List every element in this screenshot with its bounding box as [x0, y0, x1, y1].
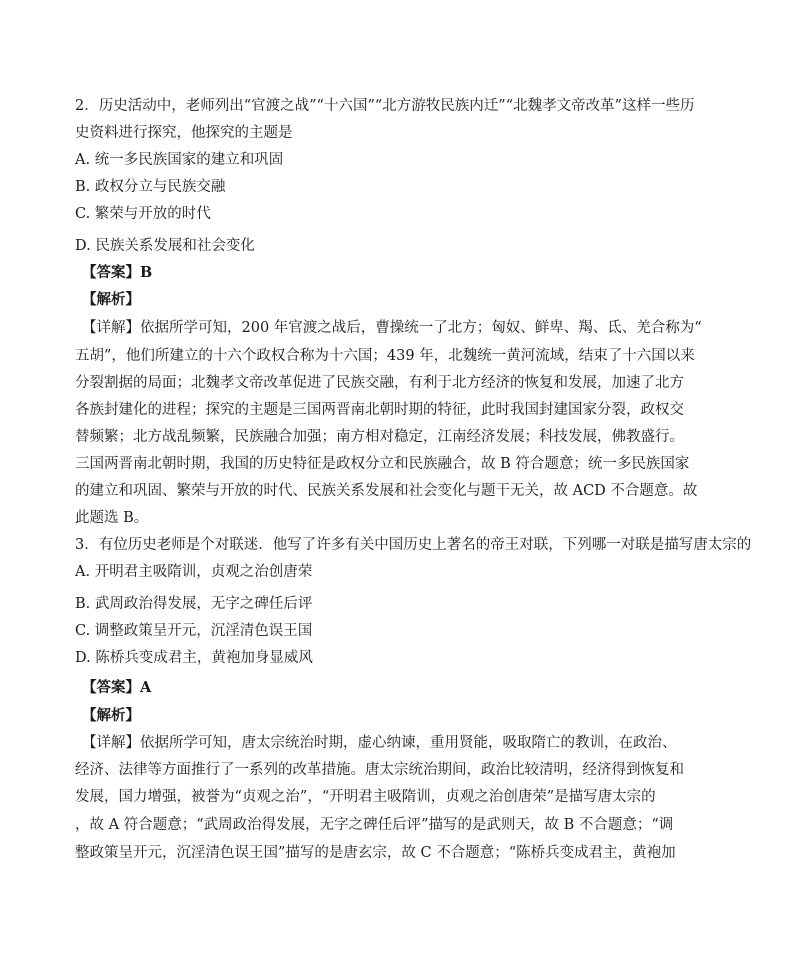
- q2-detail-line-3: 分裂割据的局面；北魏孝文帝改革促进了民族交融，有利于北方经济的恢复和发展，加速了北方: [75, 375, 684, 391]
- q3-detail-line-4: ，故 A 符合题意；“武周政治得发展，无字之碑任后评”描写的是武则天，故 B 不合题意；“调: [75, 817, 674, 833]
- q2-detail-line-7: 的建立和巩固、繁荣与开放的时代、民族关系发展和社会变化与题干无关，故 ACD 不合题意。故: [75, 483, 698, 499]
- q2-stem-line-1: 2．历史活动中，老师列出“官渡之战”“十六国”“北方游牧民族内迁”“北魏孝文帝改革”这样一些历: [75, 98, 695, 114]
- q3-detail-line-1: 【详解】依据所学可知，唐太宗统治时期，虚心纳谏，重用贤能，吸取隋亡的教训，在政治、: [82, 735, 677, 751]
- q3-detail-line-5: 整政策呈开元，沉淫清色误王国”描写的是唐玄宗，故 C 不合题意；“陈桥兵变成君主，黄袍加: [75, 845, 676, 861]
- q3-detail-line-2: 经济、法律等方面推行了一系列的改革措施。唐太宗统治期间，政治比较清明，经济得到恢复和: [75, 762, 684, 778]
- q3-analysis-label: 【解析】: [82, 707, 140, 724]
- q3-option-d: D. 陈桥兵变成君主，黄袍加身显威风: [75, 650, 313, 666]
- q2-option-a: A. 统一多民族国家的建立和巩固: [75, 152, 284, 168]
- q2-option-b: B. 政权分立与民族交融: [75, 179, 226, 195]
- q2-detail-line-2: 五胡”，他们所建立的十六个政权合称为十六国；439 年，北魏统一黄河流域，结束了十六国以来: [75, 348, 695, 364]
- q2-detail-line-5: 替频繁；北方战乱频繁，民族融合加强；南方相对稳定，江南经济发展；科技发展，佛教盛行。: [75, 429, 684, 445]
- q3-answer: 【答案】A: [82, 679, 152, 696]
- q2-analysis-label: 【解析】: [82, 291, 140, 308]
- q3-stem-line-1: 3．有位历史老师是个对联迷．他写了许多有关中国历史上著名的帝王对联，下列哪一对联是描写唐太宗的: [75, 537, 752, 553]
- q2-option-d: D. 民族关系发展和社会变化: [75, 238, 255, 254]
- q2-detail-line-6: 三国两晋南北朝时期，我国的历史特征是政权分立和民族融合，故 B 符合题意；统一多民族国家: [75, 456, 690, 472]
- q2-detail-line-4: 各族封建化的进程；探究的主题是三国两晋南北朝时期的特征，此时我国封建国家分裂，政权交: [75, 402, 684, 418]
- q2-answer: 【答案】B: [82, 264, 153, 281]
- q3-option-b: B. 武周政治得发展，无字之碑任后评: [75, 596, 313, 612]
- q2-option-c: C. 繁荣与开放的时代: [75, 206, 211, 222]
- q2-detail-line-8: 此题选 B。: [75, 510, 149, 526]
- q3-option-a: A. 开明君主吸隋训，贞观之治创唐荣: [75, 564, 313, 580]
- q3-detail-line-3: 发展，国力增强，被誉为“贞观之治”，“开明君主吸隋训，贞观之治创唐荣”是描写唐太宗的: [75, 789, 656, 805]
- q2-stem-line-2: 史资料进行探究，他探究的主题是: [75, 125, 293, 141]
- q2-detail-line-1: 【详解】依据所学可知，200 年官渡之战后，曹操统一了北方；匈奴、鲜卑、羯、氐、羌合称为“: [82, 320, 702, 336]
- q3-option-c: C. 调整政策呈开元，沉淫清色误王国: [75, 623, 313, 639]
